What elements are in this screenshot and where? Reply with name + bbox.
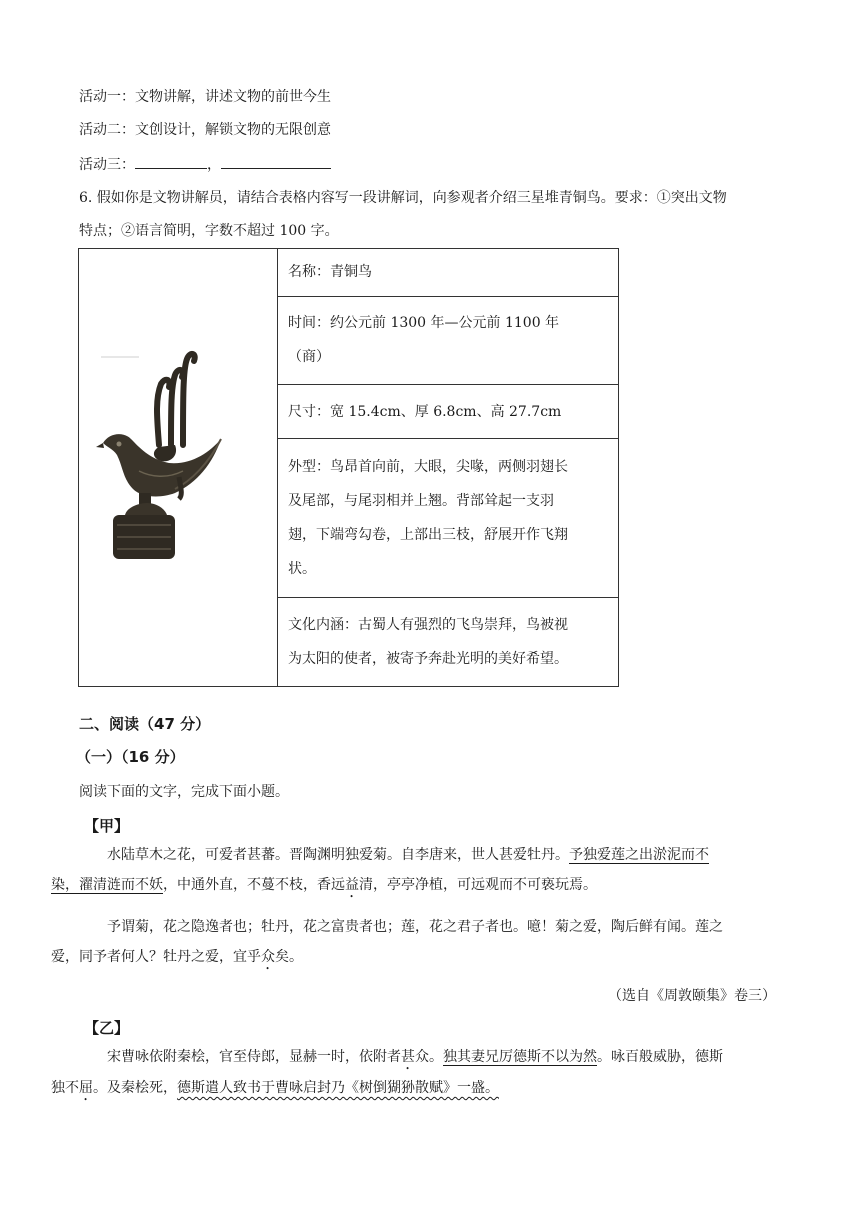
artifact-image-cell [79, 249, 278, 687]
dotted-char: 众 [261, 949, 275, 965]
subsection-title: （一）（16 分） [76, 748, 185, 766]
underlined-sentence: 独其妻兄厉德斯不以为然 [443, 1049, 597, 1065]
activity-2: 活动二：文创设计，解锁文物的无限创意 [79, 122, 331, 138]
bronze-bird-image [79, 249, 277, 673]
activity-3 [79, 154, 331, 175]
underlined-sentence: 予独爱莲之出淤泥而不 [569, 847, 709, 863]
passage-yi-label: 【乙】 [84, 1019, 130, 1037]
dotted-char: 甚 [401, 1049, 415, 1065]
table-name-cell: 名称：青铜鸟 [278, 249, 619, 297]
table-culture-cell: 文化内涵：古蜀人有强烈的飞鸟崇拜，鸟被视 为太阳的使者，被寄予奔赴光明的美好希望。 [278, 598, 619, 687]
activity-3-separator: ， [207, 157, 221, 173]
activity-3-label: 活动三： [79, 157, 135, 173]
question-6-line-2: 特点；②语言简明，字数不超过 100 字。 [79, 223, 339, 239]
wavy-underlined-sentence: 德斯遣人致书于曹咏启封乃《树倒猢狲散赋》一盛。 [177, 1080, 499, 1096]
activity-3-blank-2[interactable] [221, 154, 331, 169]
instruction: 阅读下面的文字，完成下面小题。 [79, 784, 289, 800]
underlined-sentence-cont: 染，濯清涟而不妖 [51, 877, 163, 893]
table-size-cell: 尺寸：宽 15.4cm、厚 6.8cm、高 27.7cm [278, 385, 619, 439]
passage-jia-paragraph-1: 水陆草木之花，可爱者甚蕃。晋陶渊明独爱菊。自李唐来，世人甚爱牡丹。予独爱莲之出淤泥而不 染，濯清涟而不妖，中通外直，不蔓不枝，香远益清，亭亭净植，可远观而不可亵玩焉。 [51, 847, 709, 893]
passage-yi-paragraph: 宋曹咏依附秦桧，官至侍郎，显赫一时，依附者甚众。独其妻兄厉德斯不以为然。咏百般威胁，德斯 独不屈。及秦桧死，德斯遣人致书于曹咏启封乃《树倒猢狲散赋》一盛。 [51, 1049, 723, 1096]
dotted-char: 屈 [79, 1080, 93, 1096]
table-appearance-cell: 外型：鸟昂首向前，大眼，尖喙，两侧羽翅长 及尾部，与尾羽相并上翘。背部耸起一支羽 翅，下端弯勾卷，上部出三枝，舒展开作飞翔 状。 [278, 439, 619, 598]
activity-3-blank-1[interactable] [135, 154, 207, 169]
dotted-char: 益 [345, 877, 359, 893]
artifact-info-table [78, 248, 619, 687]
table-time-cell: 时间：约公元前 1300 年—公元前 1100 年 （商） [278, 296, 619, 385]
section-title: 二、阅读（47 分） [79, 715, 211, 733]
passage-jia-paragraph-2: 予谓菊，花之隐逸者也；牡丹，花之富贵者也；莲，花之君子者也。噫！菊之爱，陶后鲜有闻。莲之 爱，同予者何人？牡丹之爱，宜乎众矣。 [51, 919, 723, 965]
question-6-line-1: 6. 假如你是文物讲解员，请结合表格内容写一段讲解词，向参观者介绍三星堆青铜鸟。要求：①突出文物 [79, 190, 727, 206]
passage-jia-label: 【甲】 [84, 817, 130, 835]
activity-1: 活动一：文物讲解，讲述文物的前世今生 [79, 89, 331, 105]
passage-jia-source: （选自《周敦颐集》卷三） [608, 988, 776, 1004]
